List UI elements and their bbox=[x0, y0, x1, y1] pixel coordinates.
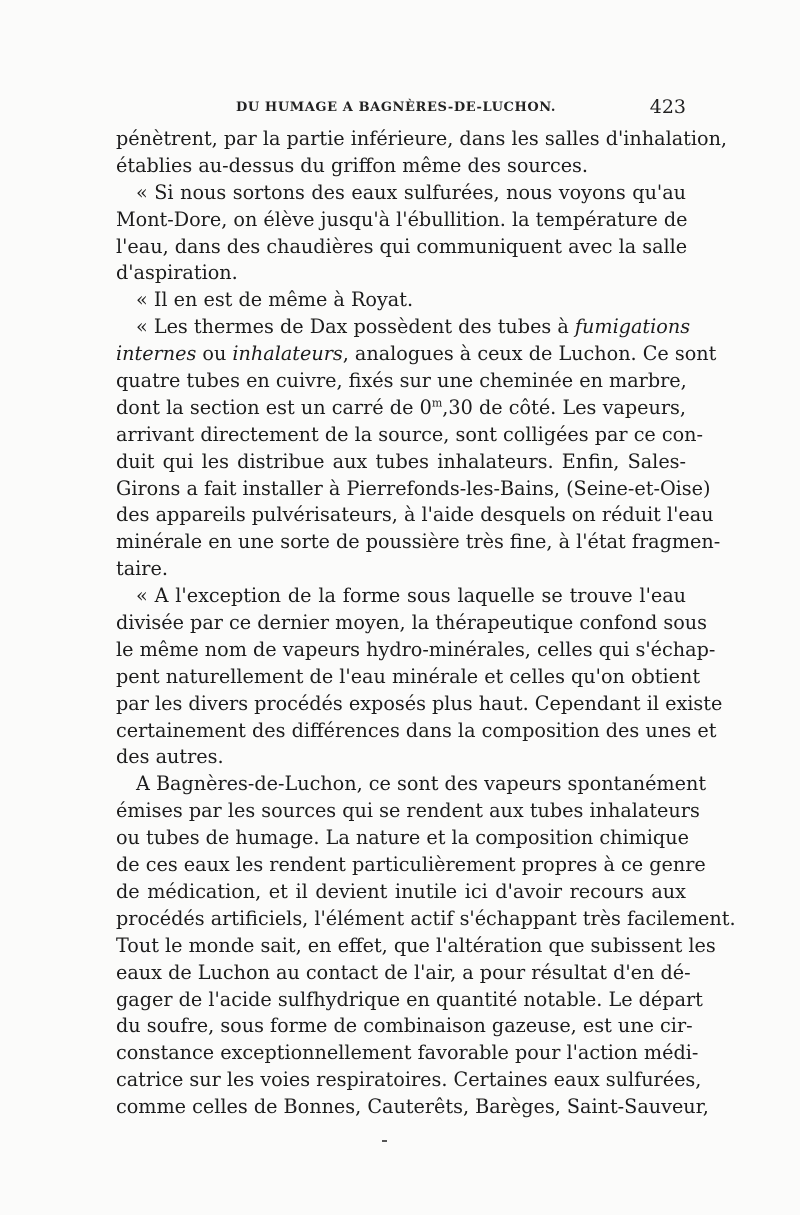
text-line: procédés artificiels, l'élément actif s'échappant très facilement. bbox=[116, 906, 736, 930]
text-line: constance exceptionnellement favorable pour l'action médi- bbox=[116, 1041, 699, 1065]
text-line: du soufre, sous forme de combinaison gazeuse, est une cir- bbox=[116, 1014, 693, 1038]
text-line: établies au-dessus du griffon même des sources. bbox=[116, 153, 589, 177]
text-line: par les divers procédés exposés plus haut. Cependant il existe bbox=[116, 691, 723, 715]
page-number: 423 bbox=[649, 96, 686, 118]
text-line: de médication, et il devient inutile ici d'avoir recours aux bbox=[116, 879, 686, 903]
text-line: Girons a fait installer à Pierrefonds-les-Bains, (Seine-et-Oise) bbox=[116, 476, 711, 500]
text-line: pénètrent, par la partie inférieure, dans les salles d'inhalation, bbox=[116, 127, 728, 150]
text-line: A Bagnères-de-Luchon, ce sont des vapeurs spontanément bbox=[136, 772, 707, 796]
text-line: minérale en une sorte de poussière très fine, à l'état fragmen- bbox=[116, 530, 721, 554]
text-line: Tout le monde sait, en effet, que l'altération que subissent les bbox=[116, 933, 716, 957]
page-header bbox=[116, 96, 686, 122]
text-line: quatre tubes en cuivre, fixés sur une cheminée en marbre, bbox=[116, 369, 687, 393]
italic-term: internes bbox=[116, 342, 197, 366]
text-line: émises par les sources qui se rendent aux tubes inhalateurs bbox=[116, 799, 700, 823]
text-line: pent naturellement de l'eau minérale et celles qu'on obtient bbox=[116, 664, 701, 688]
text-line: eaux de Luchon au contact de l'air, a pour résultat d'en dé- bbox=[116, 960, 691, 984]
text-line: ou tubes de humage. La nature et la composition chimique bbox=[116, 826, 689, 850]
text-line: « Il en est de même à Royat. bbox=[136, 288, 414, 312]
text-line: gager de l'acide sulfhydrique en quantité notable. Le départ bbox=[116, 987, 703, 1011]
text-line: « A l'exception de la forme sous laquelle se trouve l'eau bbox=[136, 584, 686, 608]
text-line: d'aspiration. bbox=[116, 261, 238, 285]
text-line: l'eau, dans des chaudières qui communiquent avec la salle bbox=[116, 234, 688, 258]
text-line: taire. bbox=[116, 557, 168, 581]
text-line: catrice sur les voies respiratoires. Certaines eaux sulfurées, bbox=[116, 1068, 702, 1092]
text-line: comme celles de Bonnes, Cauterêts, Barèges, Saint-Sauveur, bbox=[116, 1095, 709, 1119]
text-line: « Si nous sortons des eaux sulfurées, nous voyons qu'au bbox=[136, 180, 686, 204]
text-line: certainement des différences dans la composition des unes et bbox=[116, 718, 717, 742]
print-mark bbox=[382, 1140, 387, 1142]
italic-term: fumigations bbox=[574, 315, 691, 339]
superscript-m: m bbox=[431, 396, 443, 410]
text-line-with-superscript: dont la section est un carré de 0$^m$,30 de côté. Les vapeurs, bbox=[116, 395, 686, 419]
running-head: DU HUMAGE A BAGNÈRES-DE-LUCHON. bbox=[236, 100, 557, 115]
text-line: de ces eaux les rendent particulièrement propres à ce genre bbox=[116, 853, 706, 877]
italic-term: inhalateurs bbox=[232, 342, 343, 366]
text-line: des autres. bbox=[116, 745, 224, 769]
text-line-with-italic: « Les thermes de Dax possèdent des tubes à fumigations bbox=[136, 315, 691, 339]
text-line: le même nom de vapeurs hydro-minérales, celles qui s'échap- bbox=[116, 637, 716, 661]
text-line: Mont-Dore, on élève jusqu'à l'ébullition. la température de bbox=[116, 207, 688, 231]
body-text bbox=[116, 126, 736, 1121]
text-line: des appareils pulvérisateurs, à l'aide desquels on réduit l'eau bbox=[116, 503, 714, 527]
text-line: arrivant directement de la source, sont colligées par ce con- bbox=[116, 422, 704, 446]
text-line-with-italic: internes ou inhalateurs, analogues à ceux de Luchon. Ce sont bbox=[116, 342, 717, 366]
text-line: duit qui les distribue aux tubes inhalateurs. Enfin, Sales- bbox=[116, 449, 686, 473]
text-line: divisée par ce dernier moyen, la thérapeutique confond sous bbox=[116, 611, 707, 635]
